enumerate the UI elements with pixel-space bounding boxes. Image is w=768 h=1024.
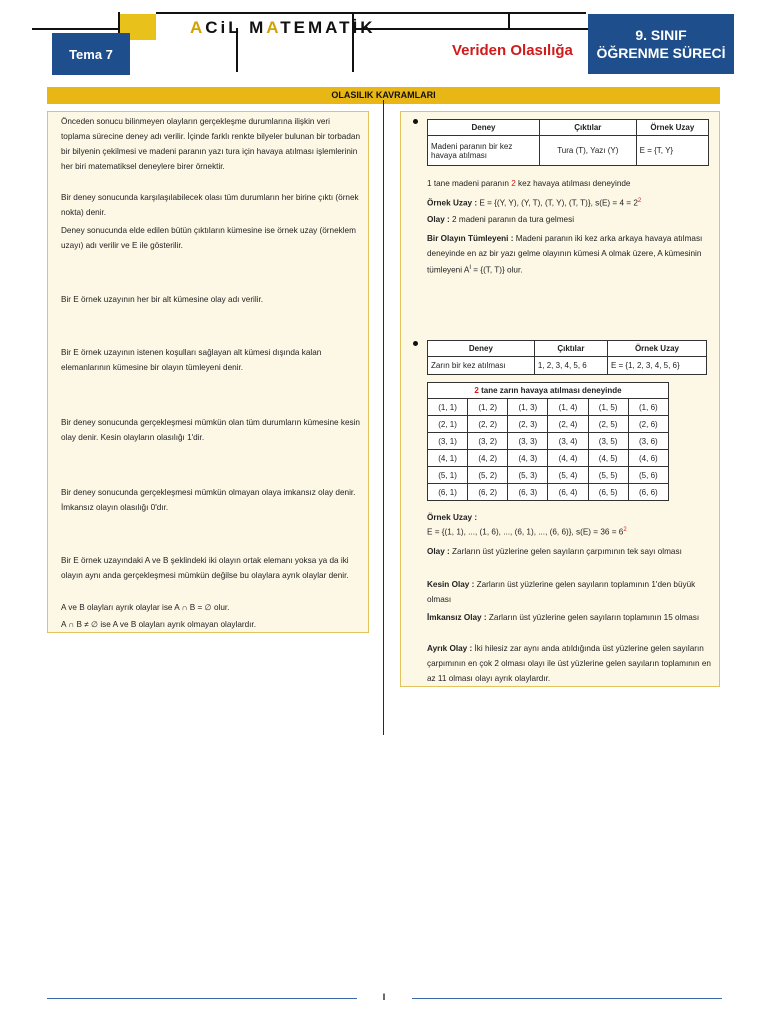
grid-row [428, 433, 669, 450]
header-vrule-4 [508, 12, 510, 30]
examples-panel [400, 111, 720, 687]
grid-title: 2 tane zarın havaya atılması deneyinde [428, 383, 669, 399]
grid-cell: (2, 1) [428, 416, 468, 433]
grid-cell: (3, 3) [508, 433, 548, 450]
column-divider [383, 100, 384, 735]
grid-cell: (4, 1) [428, 450, 468, 467]
die-ayrik-olay: Ayrık Olay : İki hilesiz zar aynı anda atıldığında üst yüzlerine gelen sayıların çarpımının en çok 2 olması olayı ile üst yüzlerine gelen sayıların toplamının en az 11 olması olayı ayrık olaylardır. [427, 644, 711, 683]
grid-cell: (3, 5) [588, 433, 628, 450]
grid-row [428, 467, 669, 484]
grid-cell: (1, 1) [428, 399, 468, 416]
def-imkansiz-olay: Bir deney sonucunda gerçekleşmesi mümkün olmayan olaya imkansız olay denir. İmkansız olayın olasılığı 0'dır. [61, 488, 356, 512]
table-cell: 1, 2, 3, 4, 5, 6 [534, 357, 607, 375]
grid-cell: (6, 6) [628, 484, 668, 501]
section-title: OLASILIK KAVRAMLARI [47, 87, 720, 104]
die-table [427, 340, 707, 375]
grid-cell: (1, 6) [628, 399, 668, 416]
grid-cell: (6, 5) [588, 484, 628, 501]
subject-title: Veriden Olasılığa [452, 42, 573, 59]
table-header: Çıktılar [534, 341, 607, 357]
tema-badge: Tema 7 [52, 33, 130, 75]
grid-cell: (2, 3) [508, 416, 548, 433]
table-header: Çıktılar [540, 120, 637, 136]
table-cell: Tura (T), Yazı (Y) [540, 136, 637, 166]
table-cell: Madeni paranın bir kez havaya atılması [428, 136, 540, 166]
die-olay: Olay : Zarların üst yüzlerine gelen sayıların çarpımının tek sayı olması [427, 547, 682, 556]
def-kesin-olay: Bir deney sonucunda gerçekleşmesi mümkün olan tüm durumların kümesine kesin olay denir. Kesin olayların olasılığı 1'dir. [61, 418, 360, 442]
grade-line-2: ÖĞRENME SÜRECİ [596, 45, 726, 61]
grid-cell: (4, 3) [508, 450, 548, 467]
grid-row [428, 399, 669, 416]
def-tumleyen: Bir E örnek uzayının istenen koşulları sağlayan alt kümesi dışında kalan elemanlarının kümesine bir olayın tümleyeni denir. [61, 348, 322, 372]
die-imkansiz-olay: İmkansız Olay : Zarların üst yüzlerine gelen sayıların toplamının 15 olması [427, 613, 700, 622]
def-deney: Önceden sonucu bilinmeyen olayların gerçekleşme durumlarına ilişkin veri toplama sürecine deney adı verilir. İçinde farklı renkte bilyeler bulunan bir torbadan bir bilyenin çekilmesi ve madeni paranın yazı tura için havaya atılması işlemlerinin her biri matematiksel deneylere birer örnektir. [61, 117, 361, 171]
grid-cell: (4, 5) [588, 450, 628, 467]
grid-cell: (4, 6) [628, 450, 668, 467]
grid-cell: (5, 1) [428, 467, 468, 484]
grid-cell: (1, 5) [588, 399, 628, 416]
coin-experiment-line: 1 tane madeni paranın 2 kez havaya atılması deneyinde [427, 179, 631, 188]
def-ayrik-olay: Bir E örnek uzayındaki A ve B şeklindeki iki olayın ortak elemanı yoksa ya da iki olayın aynı anda gerçekleşmesi mümkün değilse bu olaylara ayrık olaylar denir. [61, 556, 349, 580]
grid-cell: (3, 6) [628, 433, 668, 450]
table-cell: Zarın bir kez atılması [428, 357, 535, 375]
def-cikti: Bir deney sonucunda karşılaşılabilecek olası tüm durumların her birine çıktı (örnek nokta) denir. [61, 193, 359, 217]
header-rule-mid [352, 28, 588, 30]
coin-olay: Olay : 2 madeni paranın da tura gelmesi [427, 215, 575, 224]
grid-cell: (3, 2) [468, 433, 508, 450]
grid-row [428, 484, 669, 501]
grid-row [428, 416, 669, 433]
grid-cell: (2, 6) [628, 416, 668, 433]
coin-tumleyen: Bir Olayın Tümleyeni : Madeni paranın iki kez arka arkaya havaya atılması deneyinde en az bir yazı gelme olayının kümesi A olmak üzere, A kümesinin tümleyeni $A^I = \{(T$, T)} olur. [427, 234, 703, 275]
die-outcome-grid [427, 382, 669, 501]
grid-cell: (2, 2) [468, 416, 508, 433]
table-header: Deney [428, 341, 535, 357]
grid-cell: (5, 4) [548, 467, 588, 484]
coin-table [427, 119, 709, 166]
table-header: Örnek Uzay [607, 341, 706, 357]
grid-cell: (3, 4) [548, 433, 588, 450]
grid-cell: (5, 6) [628, 467, 668, 484]
grid-cell: (5, 3) [508, 467, 548, 484]
bullet-icon [413, 341, 418, 346]
def-ayrik-kesisim: A ve B olayları ayrık olaylar ise A ∩ B = ∅ olur. [61, 603, 230, 612]
grid-cell: (1, 4) [548, 399, 588, 416]
def-ornek-uzay: Deney sonucunda elde edilen bütün çıktıların kümesine ise örnek uzay (örneklem uzayı) adı verilir ve E ile gösterilir. [61, 226, 356, 250]
footer-rule-right [412, 998, 722, 999]
grid-cell: (6, 3) [508, 484, 548, 501]
grid-cell: (6, 4) [548, 484, 588, 501]
grid-cell: (2, 4) [548, 416, 588, 433]
def-ayrik-olmayan: A ∩ B ≠ ∅ ise A ve B olayları ayrık olmayan olaylardır. [61, 620, 256, 629]
definitions-panel [47, 111, 369, 633]
footer-rule-left [47, 998, 357, 999]
grid-cell: (4, 4) [548, 450, 588, 467]
table-header: Deney [428, 120, 540, 136]
table-cell: E = {T, Y} [636, 136, 708, 166]
grid-cell: (1, 2) [468, 399, 508, 416]
def-olay: Bir E örnek uzayının her bir alt kümesine olay adı verilir. [61, 295, 264, 304]
grid-cell: (5, 5) [588, 467, 628, 484]
grid-cell: (2, 5) [588, 416, 628, 433]
table-cell: E = {1, 2, 3, 4, 5, 6} [607, 357, 706, 375]
grid-cell: (6, 2) [468, 484, 508, 501]
grid-cell: (1, 3) [508, 399, 548, 416]
coin-ornek-uzay: Örnek Uzay : E = {(Y, Y), (Y, T), (T, Y), (T, T)}, $s(E) = 4 = 2^2$ [427, 198, 642, 208]
grade-line-1: 9. SINIF [635, 27, 687, 43]
bullet-icon [413, 119, 418, 124]
grid-cell: (5, 2) [468, 467, 508, 484]
grid-cell: (4, 2) [468, 450, 508, 467]
brand-logo: ACiL MATEMATİK [190, 18, 376, 37]
die-kesin-olay: Kesin Olay : Zarların üst yüzlerine gelen sayıların toplamının 1'den büyük olması [427, 580, 696, 604]
header-rule-top [156, 12, 586, 14]
grid-cell: (6, 1) [428, 484, 468, 501]
page-marker: I [382, 992, 386, 1002]
die-ornek-uzay: Örnek Uzay : E = {(1, 1), ..., (1, 6), ..., (6, 1), ..., (6, 6)}, $s(E) = 36 = 6^2$ [427, 513, 627, 537]
grid-cell: (3, 1) [428, 433, 468, 450]
table-header: Örnek Uzay [636, 120, 708, 136]
grid-row [428, 450, 669, 467]
grade-badge [588, 14, 734, 74]
